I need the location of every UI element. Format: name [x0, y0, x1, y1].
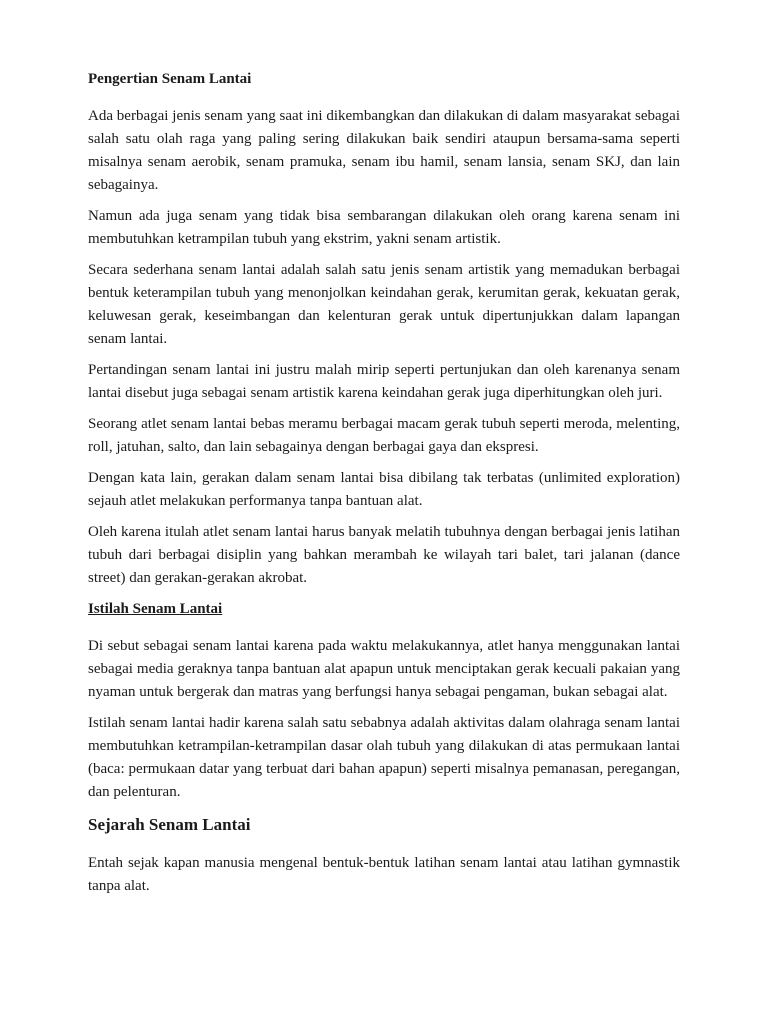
- heading-pengertian-senam-lantai: Pengertian Senam Lantai: [88, 71, 252, 87]
- paragraph: Ada berbagai jenis senam yang saat ini dikembangkan dan dilakukan di dalam masyarakat sebagai salah satu olah raga yang paling sering dilakukan baik sendiri ataupun bersama-sama seperti misalnya senam aerobik, senam pramuka, senam ibu hamil, senam lansia, senam SKJ, dan lain sebagainya.: [88, 108, 680, 193]
- paragraph: Namun ada juga senam yang tidak bisa sembarangan dilakukan oleh orang karena senam ini membutuhkan ketrampilan tubuh yang ekstrim, yakni senam artistik.: [88, 208, 680, 247]
- paragraph: Oleh karena itulah atlet senam lantai harus banyak melatih tubuhnya dengan berbagai jenis latihan tubuh dari berbagai disiplin yang bahkan merambah ke wilayah tari balet, tari jalanan (dance street) dan gerakan-gerakan akrobat.: [88, 524, 680, 586]
- heading-sejarah-senam-lantai: Sejarah Senam Lantai: [88, 815, 251, 834]
- paragraph: Entah sejak kapan manusia mengenal bentuk-bentuk latihan senam lantai atau latihan gymnastik tanpa alat.: [88, 855, 680, 894]
- heading-istilah-senam-lantai: Istilah Senam Lantai: [88, 601, 223, 617]
- paragraph: Dengan kata lain, gerakan dalam senam lantai bisa dibilang tak terbatas (unlimited exploration) sejauh atlet melakukan performanya tanpa bantuan alat.: [88, 470, 680, 509]
- paragraph: Di sebut sebagai senam lantai karena pada waktu melakukannya, atlet hanya menggunakan lantai sebagai media geraknya tanpa bantuan alat apapun untuk menciptakan gerak kecuali pakaian yang nyaman untuk bergerak dan matras yang berfungsi hanya sebagai pengaman, bukan sebagai alat.: [88, 638, 680, 700]
- paragraph: Seorang atlet senam lantai bebas meramu berbagai macam gerak tubuh seperti meroda, melenting, roll, jatuhan, salto, dan lain sebagainya dengan berbagai gaya dan ekspresi.: [88, 416, 680, 455]
- paragraph: Secara sederhana senam lantai adalah salah satu jenis senam artistik yang memadukan berbagai bentuk keterampilan tubuh yang menonjolkan keindahan gerak, kerumitan gerak, kekuatan gerak, keluwesan gerak, keseimbangan dan kelenturan gerak untuk dipertunjukkan dalam lapangan senam lantai.: [88, 262, 680, 347]
- paragraph: Istilah senam lantai hadir karena salah satu sebabnya adalah aktivitas dalam olahraga senam lantai membutuhkan ketrampilan-ketrampilan dasar olah tubuh yang dilakukan di atas permukaan lantai (baca: permukaan datar yang terbuat dari bahan apapun) seperti misalnya pemanasan, peregangan, dan pelenturan.: [88, 715, 680, 800]
- paragraph: Pertandingan senam lantai ini justru malah mirip seperti pertunjukan dan oleh karenanya senam lantai disebut juga sebagai senam artistik karena keindahan gerak juga diperhitungkan oleh juri.: [88, 362, 680, 401]
